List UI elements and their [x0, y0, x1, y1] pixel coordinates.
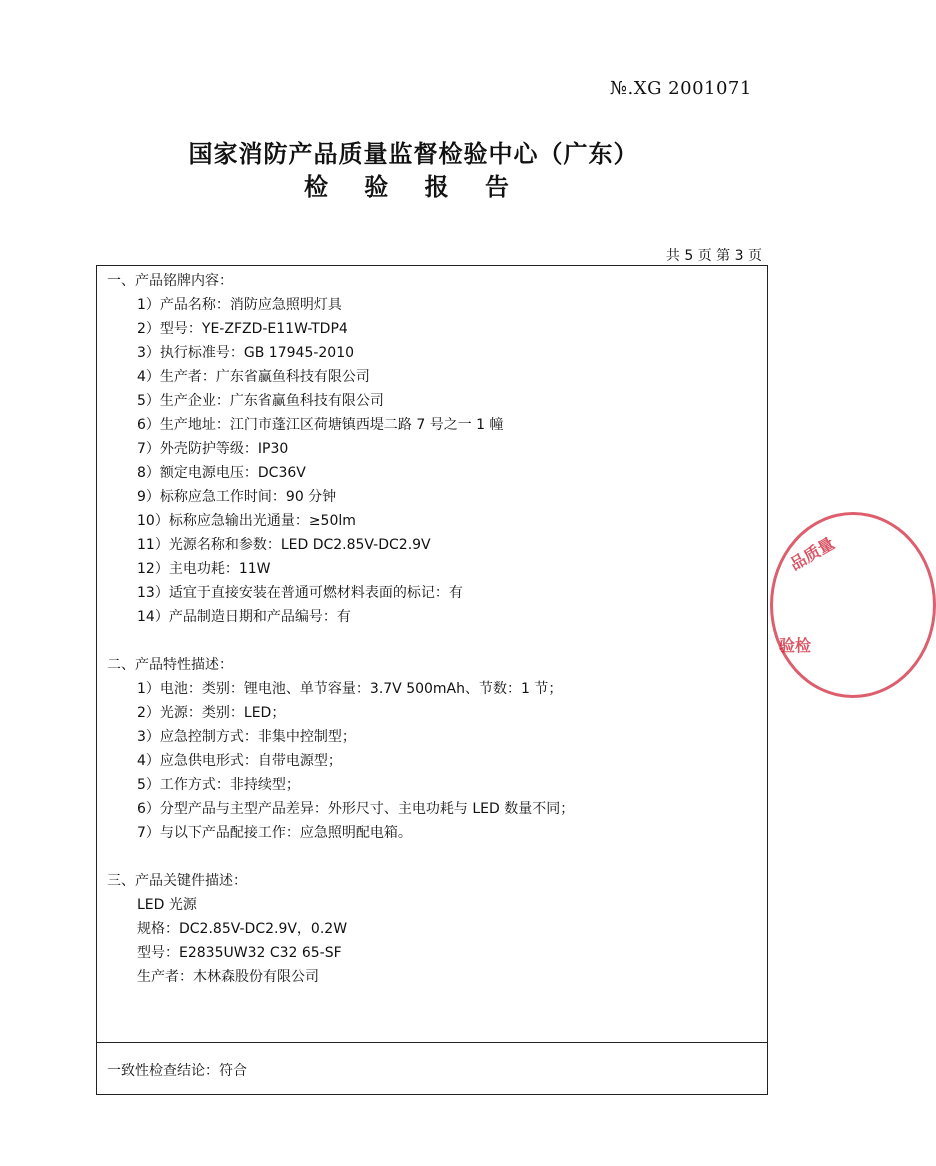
section3-item-4: 生产者：木林森股份有限公司	[137, 969, 319, 985]
section2-item-4: 4）应急供电形式：自带电源型；	[137, 753, 342, 769]
report-title: 国家消防产品质量监督检验中心（广东）	[188, 140, 639, 168]
section2-item-7: 7）与以下产品配接工作：应急照明配电箱。	[137, 825, 412, 841]
section1-heading: 一、产品铭牌内容：	[107, 273, 233, 289]
section1-item-11: 11）光源名称和参数：LED DC2.85V-DC2.9V	[137, 537, 431, 553]
section3-item-1: LED 光源	[137, 897, 197, 913]
report-subtitle: 检 验 报 告	[303, 173, 524, 201]
section1-item-14: 14）产品制造日期和产品编号：有	[137, 609, 351, 625]
section3-item-2: 规格：DC2.85V-DC2.9V，0.2W	[137, 921, 348, 937]
page-info: 共 5 页 第 3 页	[665, 248, 762, 264]
section1-item-4: 4）生产者：广东省赢鱼科技有限公司	[137, 369, 370, 385]
section1-item-1: 1）产品名称：消防应急照明灯具	[137, 297, 342, 313]
section1-item-12: 12）主电功耗：11W	[137, 561, 271, 577]
seal-text-top: 品质量	[786, 533, 838, 575]
seal-text-bottom: 验检	[779, 636, 812, 655]
section1-item-2: 2）型号：YE-ZFZD-E11W-TDP4	[137, 321, 348, 337]
content-box	[96, 265, 768, 1095]
section2-item-1: 1）电池：类别：锂电池、单节容量：3.7V 500mAh、节数：1 节；	[137, 681, 563, 697]
conclusion: 一致性检查结论：符合	[107, 1063, 247, 1079]
section2-item-5: 5）工作方式：非持续型；	[137, 777, 300, 793]
section1-item-5: 5）生产企业：广东省赢鱼科技有限公司	[137, 393, 384, 409]
conclusion-divider	[97, 1042, 767, 1043]
section3-heading: 三、产品关键件描述：	[107, 873, 247, 889]
section1-item-10: 10）标称应急输出光通量：≥50lm	[137, 513, 356, 529]
section2-item-3: 3）应急控制方式：非集中控制型；	[137, 729, 356, 745]
section1-item-8: 8）额定电源电压：DC36V	[137, 465, 306, 481]
section3-item-3: 型号：E2835UW32 C32 65-SF	[137, 945, 342, 961]
section2-item-6: 6）分型产品与主型产品差异：外形尺寸、主电功耗与 LED 数量不同；	[137, 801, 575, 817]
section1-item-6: 6）生产地址：江门市蓬江区荷塘镇西堤二路 7 号之一 1 幢	[137, 417, 504, 433]
section2-heading: 二、产品特性描述：	[107, 657, 233, 673]
section1-item-3: 3）执行标准号：GB 17945-2010	[137, 345, 355, 361]
section1-item-13: 13）适宜于直接安装在普通可燃材料表面的标记：有	[137, 585, 463, 601]
report-number: №.XG 2001071	[610, 78, 752, 99]
section1-item-7: 7）外壳防护等级：IP30	[137, 441, 289, 457]
official-seal	[770, 512, 936, 698]
section2-item-2: 2）光源：类别：LED；	[137, 705, 286, 721]
section1-item-9: 9）标称应急工作时间：90 分钟	[137, 489, 337, 505]
